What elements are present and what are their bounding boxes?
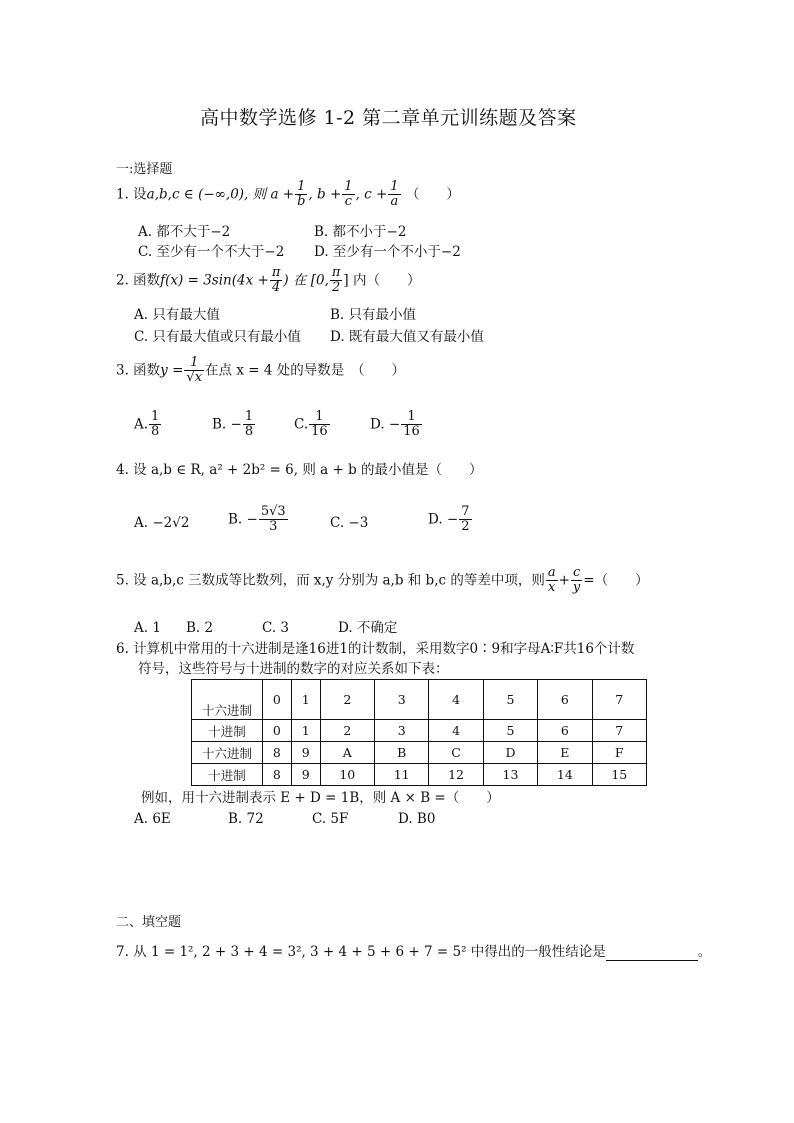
q3-opt-a-den: 8 (151, 424, 160, 440)
q3-opt-a-fraction (149, 410, 161, 440)
q1-fraction-2 (342, 180, 354, 210)
table-cell: 10 (320, 764, 374, 786)
q2-frac2-den: 2 (330, 280, 343, 295)
q1-mid-1: , b + (308, 186, 342, 203)
q4-option-a: A. −2√2 (134, 515, 190, 531)
table-cell: 11 (374, 764, 428, 786)
q5-option-c: C. 3 (262, 620, 290, 636)
q5-frac2-num: c (572, 565, 581, 580)
q4-opt-b-fraction (259, 505, 288, 535)
q6-option-c: C. 5F (312, 811, 349, 827)
table-cell: 4 (429, 720, 483, 742)
q3-opt-c-label: C. (294, 416, 309, 433)
table-cell: 15 (592, 764, 646, 786)
q1-frac1-den: b (297, 194, 306, 210)
q3-opt-d-num: 1 (407, 409, 416, 424)
table-cell: B (374, 742, 428, 764)
q1-option-c: C. 至少有一个不大于−2 (138, 244, 285, 260)
table-cell: C (429, 742, 483, 764)
question-4: 4. 设 a,b ∈ R, a² + 2b² = 6, 则 a + b 的最小值是（ ） (116, 462, 483, 478)
table-cell: 6 (538, 680, 592, 720)
q6-example: 例如，用十六进制表示 E + D = 1B，则 A × B =（ ） (141, 790, 500, 806)
table-cell: 9 (291, 742, 320, 764)
q1-fraction-1 (295, 180, 307, 210)
q4-opt-b-num: 5√3 (260, 504, 286, 519)
q5-plus: + (558, 572, 570, 589)
q4-option-d (428, 505, 473, 535)
table-cell: 8 (263, 742, 292, 764)
question-7 (116, 945, 711, 961)
table-cell: 1 (291, 720, 320, 742)
q4-opt-d-label: D. − (428, 511, 459, 528)
q3-prefix: 3. 函数 (116, 362, 161, 379)
q2-fraction-1 (270, 266, 283, 296)
q5-suffix: =（ ） (583, 572, 649, 589)
q1-fraction-3 (388, 180, 400, 210)
table-row (192, 742, 647, 764)
q2-expr-2: ) 在 [0, (283, 272, 329, 289)
q3-opt-a-label: A. (134, 416, 149, 433)
q5-fraction-2 (571, 566, 582, 596)
table-cell: 6 (538, 720, 592, 742)
q2-frac2-num: π (331, 265, 341, 280)
q3-opt-c-num: 1 (315, 409, 324, 424)
q1-condition: a,b,c ∈ (−∞,0), 则 (146, 186, 267, 203)
q5-fraction-1 (546, 566, 558, 596)
table-cell: 9 (291, 764, 320, 786)
q2-frac1-num: π (271, 265, 281, 280)
q3-opt-b-den: 8 (244, 424, 254, 440)
table-cell: 8 (263, 764, 292, 786)
q4-option-c: C. −3 (330, 515, 369, 531)
table-cell: 3 (374, 680, 428, 720)
table-cell: 0 (263, 720, 292, 742)
table-cell: 2 (320, 680, 374, 720)
q1-suffix: （ ） (405, 186, 460, 203)
table-cell: 14 (538, 764, 592, 786)
q3-opt-c-fraction (309, 410, 330, 440)
q3-opt-b-fraction (243, 410, 255, 440)
q2-option-c: C. 只有最大值或只有最小值 (134, 329, 301, 345)
q7-suffix: 。 (697, 944, 712, 960)
q3-expr-1: y = (160, 362, 184, 379)
q2-option-a: A. 只有最大值 (134, 307, 220, 323)
table-cell: E (538, 742, 592, 764)
q1-option-a: A. 都不大于−2 (138, 224, 231, 240)
q4-opt-b-den: 3 (259, 519, 288, 534)
q1-frac3-num: 1 (390, 179, 399, 194)
hex-decimal-table (191, 679, 647, 786)
table-row (192, 680, 647, 720)
table-cell: 7 (592, 680, 646, 720)
q7-text: 7. 从 1 = 1², 2 + 3 + 4 = 3², 3 + 4 + 5 + 6 + 7 = 5² 中得出的一般性结论是 (116, 944, 606, 960)
q5-frac1-den: x (546, 580, 558, 595)
table-cell: D (483, 742, 537, 764)
q7-answer-blank (606, 946, 698, 961)
table-cell: 十进制 (192, 720, 263, 742)
q4-opt-b-label: B. − (228, 511, 258, 528)
section-fill-heading: 二、填空题 (116, 915, 182, 930)
q1-frac3-den: a (388, 194, 400, 209)
table-cell: 十六进制 (192, 680, 263, 720)
table-cell: 十进制 (192, 764, 263, 786)
question-6-line-2: 符号，这些符号与十进制的数字的对应关系如下表： (138, 661, 449, 677)
q2-suffix: ] 内（ ） (343, 272, 421, 289)
q4-opt-d-fraction (459, 505, 471, 535)
question-2 (116, 266, 420, 296)
q3-opt-b-num: 1 (244, 409, 254, 424)
table-cell: 0 (263, 680, 292, 720)
q2-option-b: B. 只有最小值 (330, 307, 417, 323)
question-6-line-1: 6. 计算机中常用的十六进制是逢16进1的计数制，采用数字0∶9和字母A∶F共16个计数 (116, 641, 635, 657)
table-cell: 2 (320, 720, 374, 742)
table-row (192, 720, 647, 742)
table-cell: 5 (483, 680, 537, 720)
q5-frac2-den: y (572, 580, 581, 596)
q3-opt-d-label: D. − (370, 416, 401, 433)
question-5 (116, 566, 649, 596)
q2-expr-1: f(x) = 3sin(4x + (160, 272, 269, 289)
q6-option-b: B. 72 (228, 811, 264, 827)
q6-option-a: A. 6E (134, 811, 171, 827)
q5-frac1-num: a (547, 565, 556, 580)
table-cell: 十六进制 (192, 742, 263, 764)
q1-option-d: D. 至少有一个不小于−2 (314, 244, 461, 260)
q5-text: 5. 设 a,b,c 三数成等比数列，而 x,y 分别为 a,b 和 b,c 的等差中项，则 (116, 572, 545, 589)
q2-fraction-2 (330, 266, 343, 296)
q3-opt-d-fraction (401, 410, 422, 440)
table-cell: F (592, 742, 646, 764)
q3-fraction-1 (184, 356, 204, 386)
q6-option-d: D. B0 (398, 811, 436, 827)
q1-frac2-den: c (342, 194, 354, 209)
q4-opt-d-num: 7 (461, 504, 470, 519)
q3-opt-a-num: 1 (151, 409, 160, 424)
q3-suffix: 在点 x = 4 处的导数是 （ ） (205, 362, 405, 379)
page-title: 高中数学选修 1-2 第二章单元训练题及答案 (200, 107, 577, 129)
q5-option-a: A. 1 (134, 620, 161, 636)
table-row (192, 764, 647, 786)
q3-opt-d-den: 16 (403, 424, 420, 440)
q4-option-b (228, 505, 289, 535)
q3-frac1-den: √x (186, 370, 203, 386)
table-cell: A (320, 742, 374, 764)
q1-option-b: B. 都不小于−2 (314, 224, 407, 240)
q3-opt-c-den: 16 (311, 424, 328, 440)
table-cell: 12 (429, 764, 483, 786)
q1-prefix: 1. 设 (116, 186, 147, 203)
table-cell: 4 (429, 680, 483, 720)
q2-frac1-den: 4 (270, 280, 283, 295)
q1-mid-2: , c + (355, 186, 388, 203)
table-cell: 3 (374, 720, 428, 742)
q4-opt-d-den: 2 (461, 519, 470, 535)
table-cell: 7 (592, 720, 646, 742)
question-1 (116, 180, 460, 210)
q3-option-d (370, 410, 423, 440)
q1-frac2-num: 1 (344, 179, 353, 194)
table-cell: 5 (483, 720, 537, 742)
q5-option-b: B. 2 (186, 620, 214, 636)
q3-option-a (134, 410, 162, 440)
section-choice-heading: 一:选择题 (116, 162, 173, 177)
q2-option-d: D. 既有最大值又有最小值 (330, 329, 484, 345)
table-cell: 1 (291, 680, 320, 720)
q3-option-c (294, 410, 331, 440)
q1-frac1-num: 1 (297, 179, 306, 194)
q3-opt-b-label: B. − (212, 416, 242, 433)
question-3 (116, 356, 405, 386)
q3-option-b (212, 410, 256, 440)
table-cell: 13 (483, 764, 537, 786)
q2-prefix: 2. 函数 (116, 272, 161, 289)
q1-expr-pre: a + (270, 186, 295, 203)
q3-frac1-num: 1 (190, 355, 199, 370)
q5-option-d: D. 不确定 (338, 620, 398, 636)
